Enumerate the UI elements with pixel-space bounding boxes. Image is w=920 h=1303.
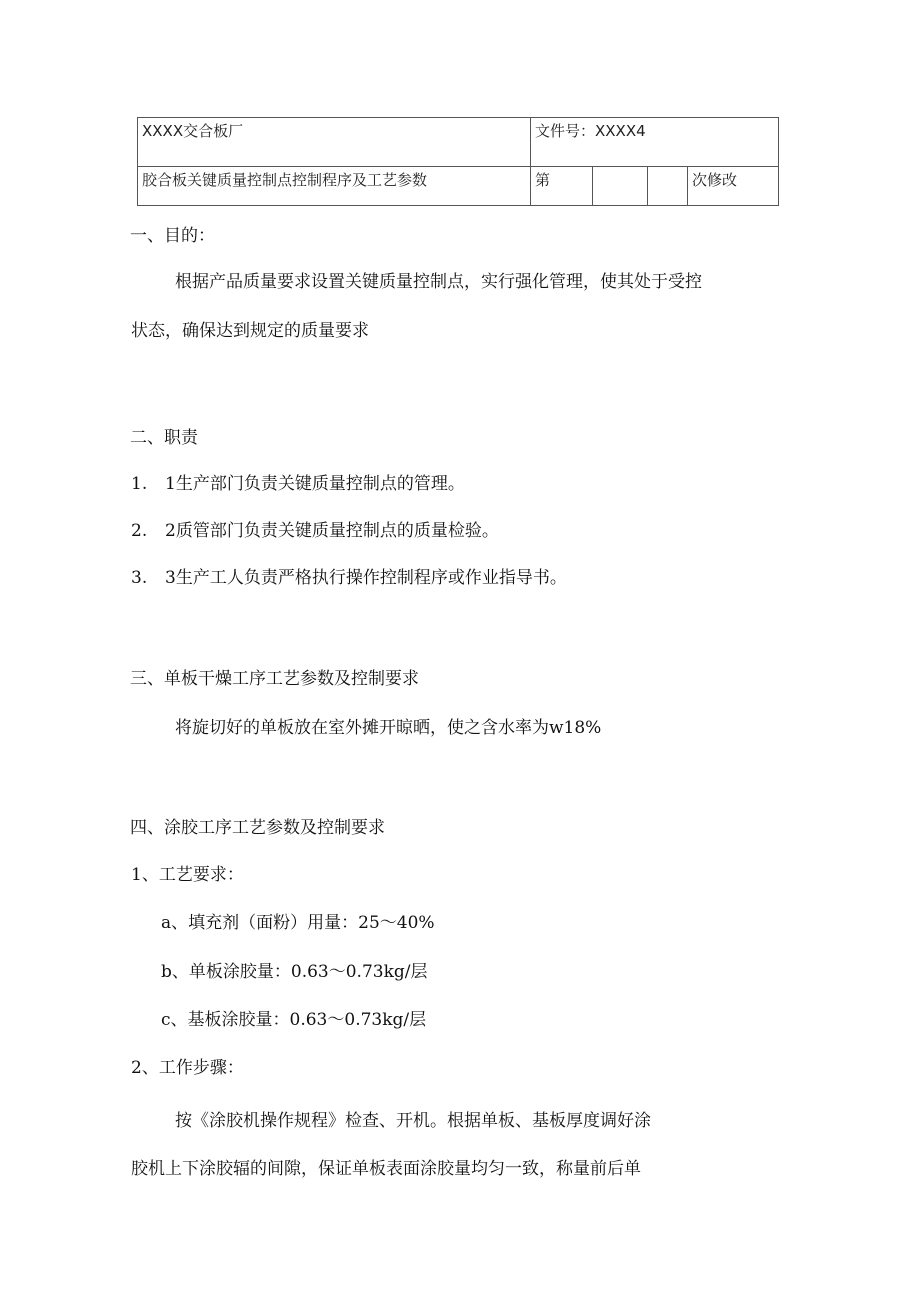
list-item [131, 520, 499, 542]
steps-paragraph-line-2: 胶机上下涂胶辐的间隙，保证单板表面涂胶量均匀一致，称量前后单 [131, 1159, 641, 1179]
list-item [131, 567, 567, 589]
section-1-heading: 一、目的： [130, 226, 215, 246]
list-item-text: 3生产工人负责严格执行操作控制程序或作业指导书。 [165, 568, 567, 588]
document-header-table [137, 117, 779, 206]
section-2-heading: 二、职责 [130, 428, 198, 448]
list-item-text: 1生产部门负责关键质量控制点的管理。 [165, 474, 465, 494]
revision-blank-cell [593, 167, 648, 206]
list-item-number: 1. [131, 474, 148, 494]
revision-prefix-cell: 第 [531, 167, 593, 206]
header-row-1 [138, 118, 779, 167]
section-3-paragraph: 将旋切好的单板放在室外摊开晾晒，使之含水率为w18% [175, 718, 602, 738]
document-title-cell: 胶合板关键质量控制点控制程序及工艺参数 [138, 167, 531, 206]
requirement-item: b、单板涂胶量：0.63～0.73kg/层 [161, 962, 428, 982]
header-row-2 [138, 167, 779, 206]
section-4-subheading-requirements: 1、工艺要求： [131, 865, 244, 885]
list-item [131, 473, 465, 495]
section-4-heading: 四、涂胶工序工艺参数及控制要求 [130, 818, 385, 838]
section-4-subheading-steps: 2、工作步骤： [131, 1058, 244, 1078]
section-1-paragraph-line-2: 状态，确保达到规定的质量要求 [131, 321, 369, 341]
revision-suffix-cell: 次修改 [688, 167, 779, 206]
list-item-number: 3. [131, 568, 148, 588]
company-name-cell: XXXX交合板厂 [138, 118, 531, 167]
document-number-cell: 文件号：XXXX4 [531, 118, 779, 167]
steps-paragraph-line-1: 按《涂胶机操作规程》检查、开机。根据单板、基板厚度调好涂 [175, 1111, 651, 1131]
revision-blank-cell [648, 167, 688, 206]
section-1-paragraph-line-1: 根据产品质量要求设置关键质量控制点，实行强化管理，使其处于受控 [175, 272, 702, 292]
list-item-number: 2. [131, 521, 148, 541]
list-item-text: 2质管部门负责关键质量控制点的质量检验。 [165, 521, 499, 541]
section-3-heading: 三、单板干燥工序工艺参数及控制要求 [130, 669, 419, 689]
requirement-item: c、基板涂胶量：0.63～0.73kg/层 [161, 1010, 427, 1030]
requirement-item: a、填充剂（面粉）用量：25～40% [161, 913, 435, 933]
